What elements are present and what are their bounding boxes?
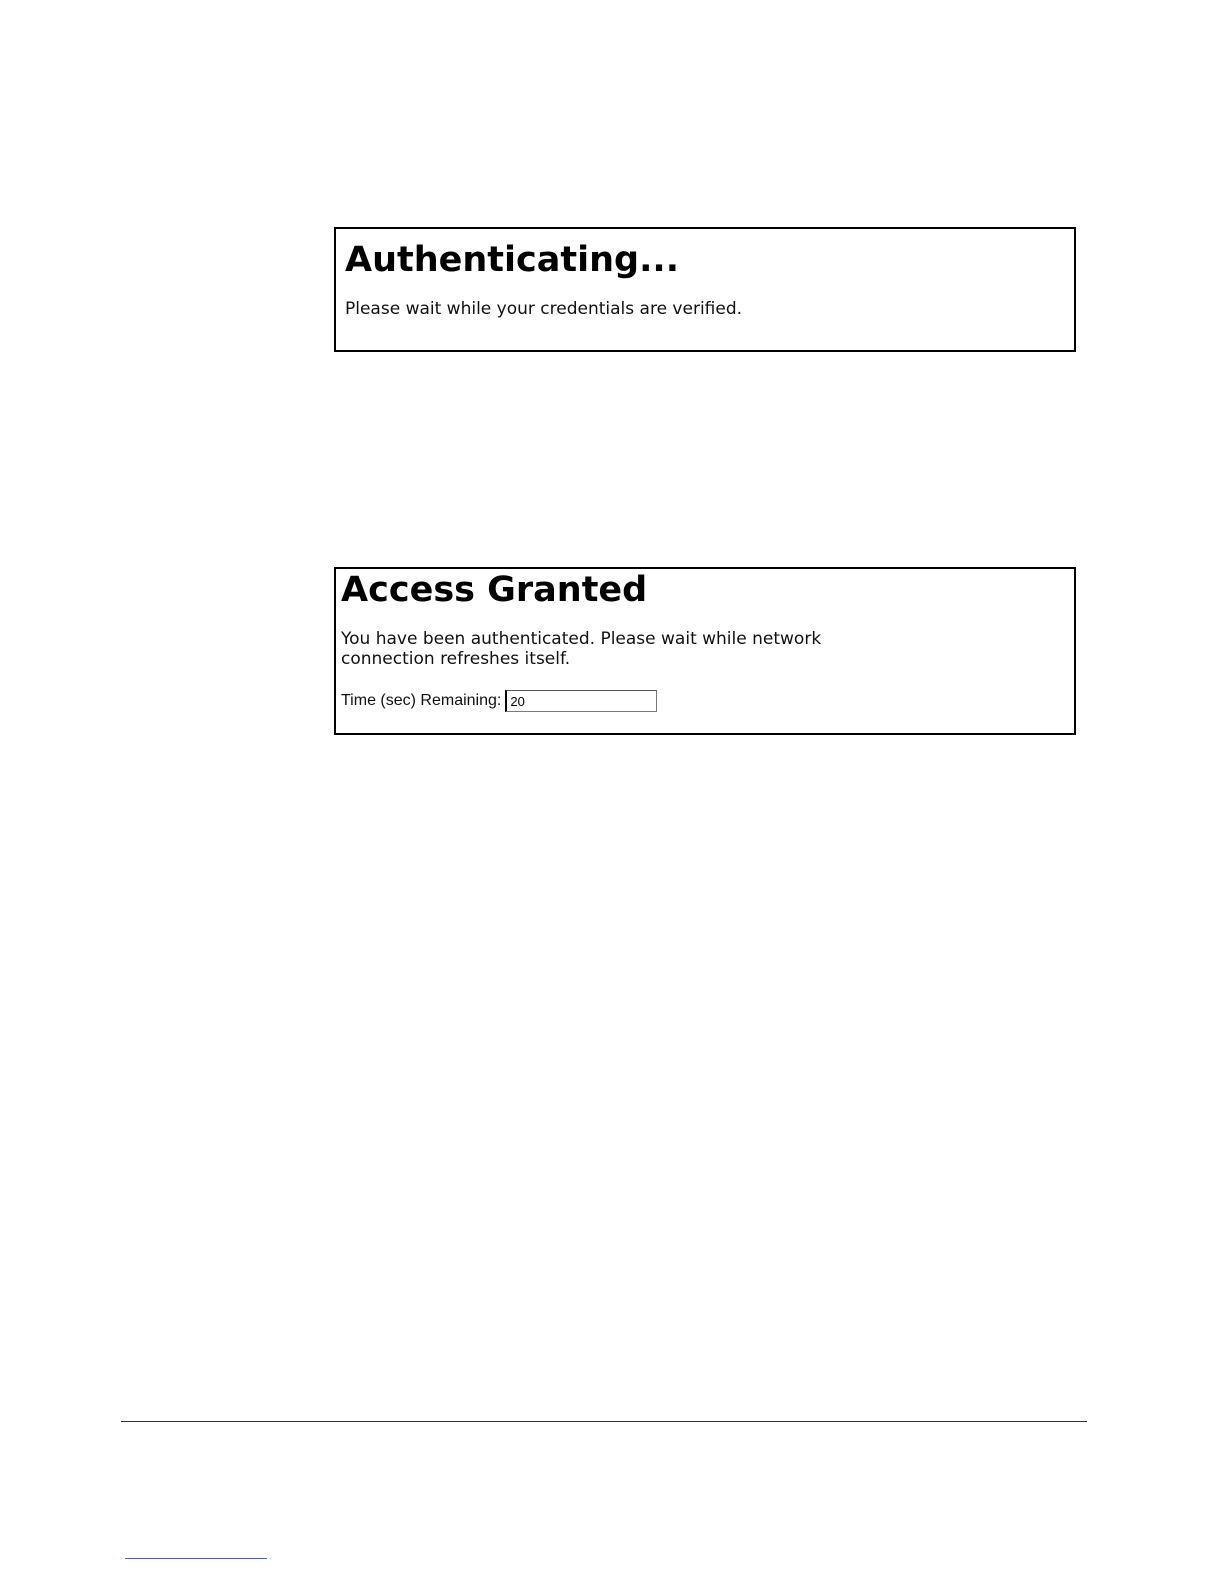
authenticating-title: Authenticating... bbox=[345, 240, 679, 280]
access-granted-message: You have been authenticated. Please wait while network connection refreshes itself. bbox=[341, 629, 822, 669]
time-remaining-input[interactable] bbox=[505, 690, 657, 712]
authenticating-panel bbox=[334, 227, 1076, 352]
access-granted-panel bbox=[334, 567, 1076, 735]
timer-row bbox=[341, 690, 657, 712]
footer-divider bbox=[121, 1421, 1087, 1422]
timer-label: Time (sec) Remaining: bbox=[341, 692, 502, 709]
footnote-divider bbox=[125, 1558, 267, 1559]
access-granted-title: Access Granted bbox=[341, 570, 648, 610]
authenticating-message: Please wait while your credentials are verified. bbox=[345, 299, 743, 319]
